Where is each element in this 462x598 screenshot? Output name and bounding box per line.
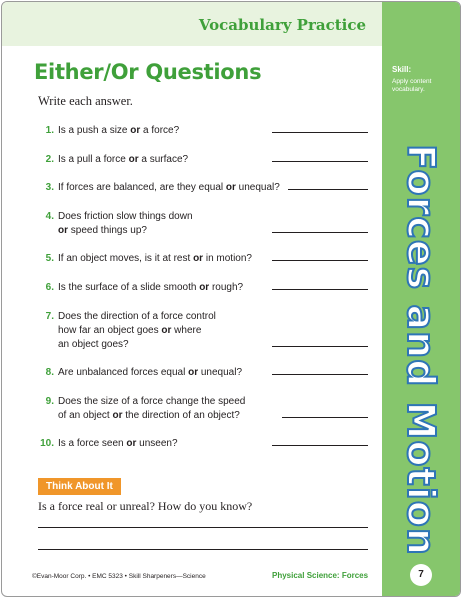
header-band (2, 2, 382, 49)
question-number: 8. (45, 367, 54, 378)
footer-section: Physical Science: Forces (272, 571, 369, 580)
question-text: Does the direction of a force control how far an object goes or where an object goes? (58, 311, 216, 350)
question-text: Is a pull a force or a surface? (58, 154, 189, 165)
think-about-it-prompt: Is a force real or unreal? How do you know? (38, 499, 253, 513)
footer-copyright: ©Evan-Moor Corp. • EMC 5323 • Skill Sharpeners—Science (32, 573, 206, 580)
answer-line[interactable] (272, 445, 368, 446)
think-answer-line-2[interactable] (38, 549, 368, 550)
question-text: Is a force seen or unseen? (58, 438, 178, 449)
question-text: If an object moves, is it at rest or in motion? (58, 253, 252, 264)
question-text: If forces are balanced, are they equal or unequal? (58, 182, 280, 193)
question-text: Does the size of a force change the speed of an object or the direction of an object? (58, 396, 246, 421)
answer-line[interactable] (272, 374, 368, 375)
answer-line[interactable] (288, 189, 368, 190)
question-number: 1. (45, 125, 54, 136)
question-number: 4. (45, 211, 54, 222)
skill-title: Skill: (392, 65, 412, 74)
worksheet-page (1, 1, 461, 597)
question-text: Are unbalanced forces equal or unequal? (58, 367, 243, 378)
answer-line[interactable] (272, 289, 368, 290)
question-text: Does friction slow things down or speed things up? (58, 211, 193, 236)
page-title: Either/Or Questions (34, 60, 262, 84)
question-number: 9. (45, 396, 54, 407)
answer-line[interactable] (272, 132, 368, 133)
answer-line[interactable] (272, 260, 368, 261)
question-number: 2. (45, 154, 54, 165)
instructions: Write each answer. (38, 94, 133, 108)
question-number: 6. (45, 282, 54, 293)
question-number: 7. (45, 311, 54, 322)
question-text: Is the surface of a slide smooth or rough? (58, 282, 244, 293)
think-about-it-label: Think About It (38, 478, 121, 495)
answer-line[interactable] (272, 346, 368, 347)
skill-text: Apply content vocabulary. (392, 78, 432, 93)
question-number: 10. (40, 438, 54, 449)
think-answer-line-1[interactable] (38, 527, 368, 528)
answer-line[interactable] (282, 417, 368, 418)
question-text: Is a push a size or a force? (58, 125, 180, 136)
question-number: 3. (45, 182, 54, 193)
answer-line[interactable] (272, 161, 368, 162)
answer-line[interactable] (272, 232, 368, 233)
question-number: 5. (45, 253, 54, 264)
page-number: 7 (410, 564, 432, 586)
sidebar (382, 2, 460, 596)
header-title: Vocabulary Practice (198, 16, 366, 34)
vertical-title: Forces and Motion (399, 144, 443, 556)
